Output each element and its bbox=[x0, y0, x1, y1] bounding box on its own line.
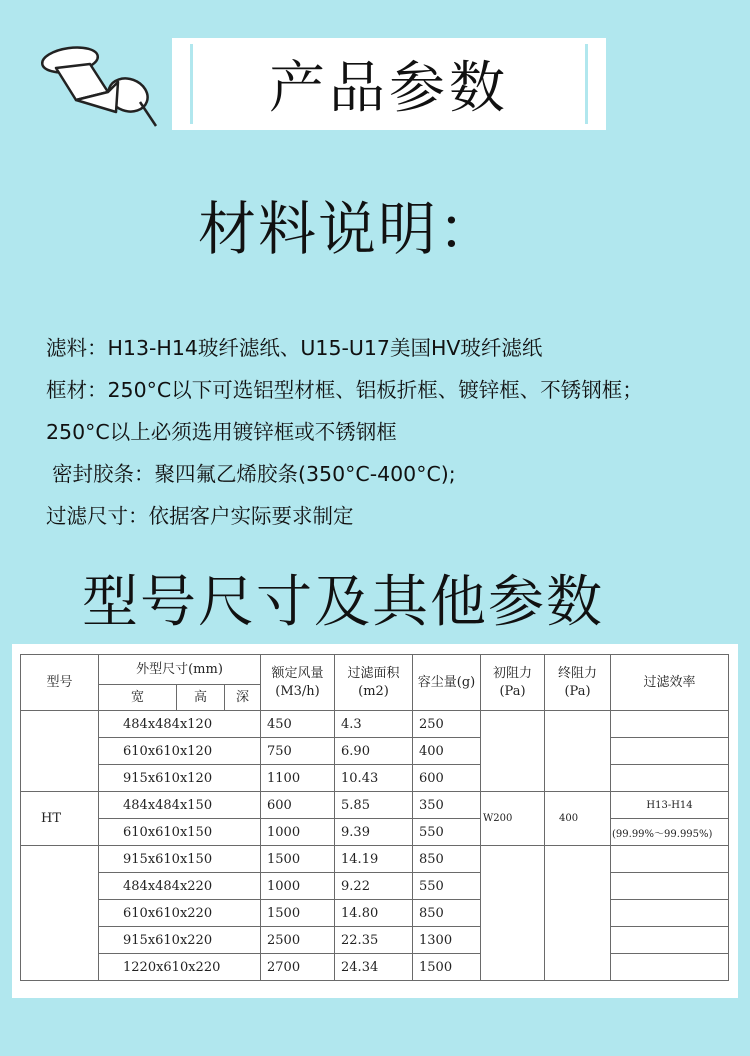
efficiency-spacer bbox=[611, 738, 729, 765]
init-res-spacer bbox=[481, 711, 545, 792]
table-row bbox=[21, 846, 729, 873]
pushpin-icon bbox=[38, 40, 158, 130]
efficiency-spacer bbox=[611, 765, 729, 792]
size-cell: 484x484x120 bbox=[99, 711, 261, 738]
dust-cell: 550 bbox=[413, 873, 481, 900]
size-cell: 484x484x220 bbox=[99, 873, 261, 900]
header-width: 宽 bbox=[99, 685, 177, 711]
airflow-cell: 450 bbox=[261, 711, 335, 738]
efficiency-spacer bbox=[611, 873, 729, 900]
table-row bbox=[21, 900, 729, 927]
size-cell: 610x610x150 bbox=[99, 819, 261, 846]
airflow-cell: 1100 bbox=[261, 765, 335, 792]
header-init-res: 初阻力(Pa) bbox=[481, 655, 545, 711]
area-cell: 6.90 bbox=[335, 738, 413, 765]
size-cell: 1220x610x220 bbox=[99, 954, 261, 981]
dust-cell: 1500 bbox=[413, 954, 481, 981]
dust-cell: 250 bbox=[413, 711, 481, 738]
header-final-res: 终阻力(Pa) bbox=[545, 655, 611, 711]
dust-cell: 1300 bbox=[413, 927, 481, 954]
efficiency-spacer bbox=[611, 954, 729, 981]
init-res-cell: W200 bbox=[481, 792, 545, 846]
model-spacer bbox=[21, 711, 99, 792]
page-title: 产品参数 bbox=[269, 56, 509, 121]
spec-table bbox=[20, 654, 729, 981]
dust-cell: 400 bbox=[413, 738, 481, 765]
material-line-frame-high-temp: 250°C以上必须选用镀锌框或不锈钢框 bbox=[46, 420, 397, 444]
airflow-cell: 1000 bbox=[261, 819, 335, 846]
dust-cell: 550 bbox=[413, 819, 481, 846]
table-row bbox=[21, 792, 729, 819]
size-cell: 915x610x220 bbox=[99, 927, 261, 954]
header-area: 过滤面积(m2) bbox=[335, 655, 413, 711]
efficiency-spacer bbox=[611, 711, 729, 738]
airflow-cell: 1500 bbox=[261, 900, 335, 927]
dust-cell: 850 bbox=[413, 900, 481, 927]
dust-cell: 350 bbox=[413, 792, 481, 819]
size-cell: 915x610x120 bbox=[99, 765, 261, 792]
title-banner bbox=[172, 38, 606, 130]
model-spacer bbox=[21, 846, 99, 981]
airflow-cell: 1000 bbox=[261, 873, 335, 900]
efficiency-spacer bbox=[611, 846, 729, 873]
airflow-cell: 1500 bbox=[261, 846, 335, 873]
model-section-heading: 型号尺寸及其他参数 bbox=[82, 570, 604, 635]
efficiency-spacer bbox=[611, 927, 729, 954]
size-cell: 484x484x150 bbox=[99, 792, 261, 819]
airflow-cell: 750 bbox=[261, 738, 335, 765]
area-cell: 9.22 bbox=[335, 873, 413, 900]
header-model: 型号 bbox=[21, 655, 99, 711]
materials-description bbox=[46, 330, 746, 540]
final-res-spacer bbox=[545, 711, 611, 792]
dust-cell: 850 bbox=[413, 846, 481, 873]
material-line-gasket: 密封胶条：聚四氟乙烯胶条(350°C-400°C); bbox=[52, 462, 456, 486]
header-height: 高 bbox=[177, 685, 225, 711]
table-row bbox=[21, 927, 729, 954]
materials-heading: 材料说明： bbox=[198, 195, 499, 263]
header-dust: 容尘量(g) bbox=[413, 655, 481, 711]
table-row bbox=[21, 765, 729, 792]
size-cell: 610x610x120 bbox=[99, 738, 261, 765]
model-cell: HT bbox=[21, 792, 99, 846]
area-cell: 4.3 bbox=[335, 711, 413, 738]
material-line-frame: 框材：250°C以下可选铝型材框、铝板折框、镀锌框、不锈钢框； bbox=[46, 378, 643, 402]
airflow-cell: 600 bbox=[261, 792, 335, 819]
table-row bbox=[21, 873, 729, 900]
table-row bbox=[21, 711, 729, 738]
efficiency-grade-cell: H13-H14 bbox=[611, 792, 729, 819]
material-line-filter: 滤料：H13-H14玻纤滤纸、U15-U17美国HV玻纤滤纸 bbox=[46, 336, 543, 360]
efficiency-value-cell: (99.99%～99.995%) bbox=[611, 819, 729, 846]
size-cell: 915x610x150 bbox=[99, 846, 261, 873]
area-cell: 14.80 bbox=[335, 900, 413, 927]
area-cell: 24.34 bbox=[335, 954, 413, 981]
area-cell: 5.85 bbox=[335, 792, 413, 819]
final-res-cell: 400 bbox=[545, 792, 611, 846]
material-line-size: 过滤尺寸：依据客户实际要求制定 bbox=[46, 504, 354, 528]
airflow-cell: 2500 bbox=[261, 927, 335, 954]
table-row bbox=[21, 954, 729, 981]
efficiency-spacer bbox=[611, 900, 729, 927]
area-cell: 14.19 bbox=[335, 846, 413, 873]
header-size: 外型尺寸(mm) bbox=[99, 655, 261, 685]
init-res-spacer bbox=[481, 846, 545, 981]
table-row bbox=[21, 819, 729, 846]
header-airflow: 额定风量(M3/h) bbox=[261, 655, 335, 711]
area-cell: 10.43 bbox=[335, 765, 413, 792]
area-cell: 9.39 bbox=[335, 819, 413, 846]
airflow-cell: 2700 bbox=[261, 954, 335, 981]
size-cell: 610x610x220 bbox=[99, 900, 261, 927]
final-res-spacer bbox=[545, 846, 611, 981]
header-depth: 深 bbox=[225, 685, 261, 711]
dust-cell: 600 bbox=[413, 765, 481, 792]
area-cell: 22.35 bbox=[335, 927, 413, 954]
spec-table-panel bbox=[12, 644, 738, 998]
table-row bbox=[21, 738, 729, 765]
header-efficiency: 过滤效率 bbox=[611, 655, 729, 711]
